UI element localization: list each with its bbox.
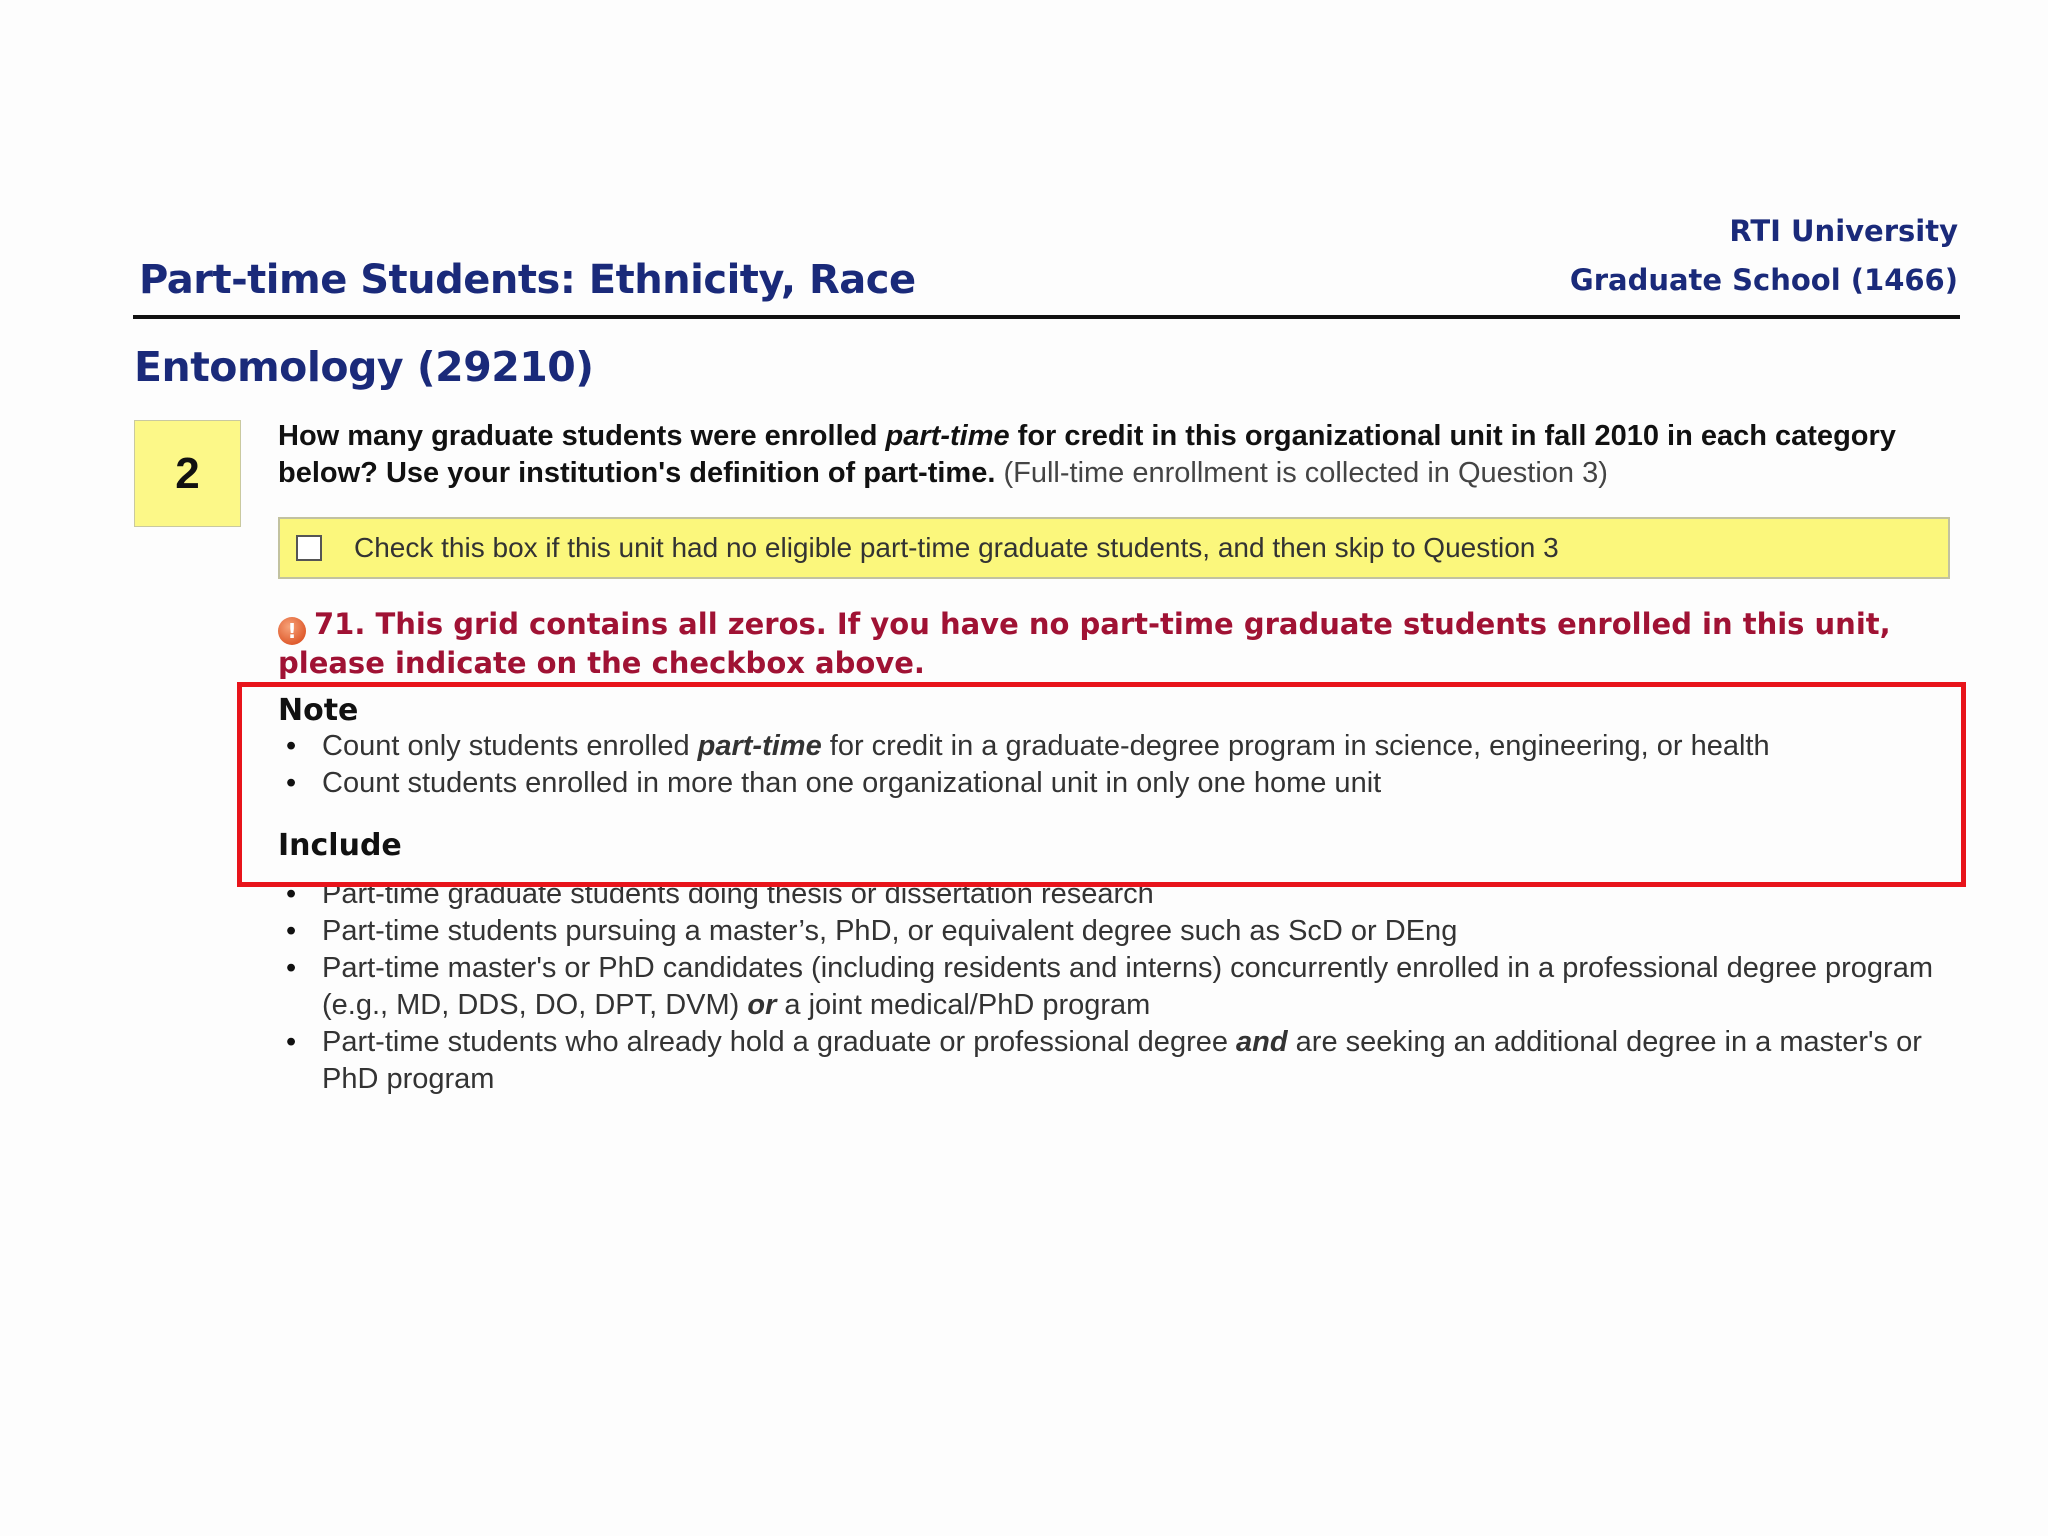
list-item bbox=[278, 1024, 1958, 1098]
list-item bbox=[278, 913, 1958, 950]
note-item-1-post: for credit in a graduate-degree program in science, engineering, or health bbox=[821, 730, 1770, 762]
include-list-container bbox=[278, 876, 1958, 1098]
note-list bbox=[278, 728, 1958, 802]
list-item bbox=[278, 876, 1958, 913]
question-number-badge: 2 bbox=[134, 420, 241, 527]
error-icon: ! bbox=[278, 617, 306, 645]
error-text: 71. This grid contains all zeros. If you have no part-time graduate students enrolled in this unit, please indicate on the checkbox above. bbox=[278, 607, 1891, 680]
include-item-4-pre: Part-time students who already hold a graduate or professional degree bbox=[322, 1026, 1237, 1058]
question-bold-2: for credit in this organizational unit in fall 2010 in each category below? Use your institution's definition of part-time. bbox=[278, 420, 1896, 489]
include-section bbox=[278, 828, 1958, 863]
note-heading: Note bbox=[278, 693, 359, 728]
question-emphasis: part-time bbox=[885, 420, 1010, 452]
skip-checkbox-row[interactable] bbox=[278, 517, 1950, 579]
school-name: Graduate School (1466) bbox=[1569, 263, 1958, 297]
error-message bbox=[278, 606, 1958, 682]
include-item-4-emphasis: and bbox=[1236, 1026, 1288, 1058]
include-item-3-post: a joint medical/PhD program bbox=[776, 989, 1151, 1021]
institution-name: RTI University bbox=[1729, 214, 1958, 248]
note-item-1-emphasis: part-time bbox=[697, 730, 822, 762]
skip-checkbox[interactable] bbox=[296, 535, 322, 561]
include-item-1: Part-time graduate students doing thesis or dissertation research bbox=[322, 878, 1154, 910]
page-title: Part-time Students: Ethnicity, Race bbox=[139, 257, 916, 303]
question-text bbox=[278, 418, 1958, 492]
include-list bbox=[278, 876, 1958, 1098]
include-item-2: Part-time students pursuing a master’s, PhD, or equivalent degree such as ScD or DEng bbox=[322, 915, 1458, 947]
note-section bbox=[278, 693, 1958, 802]
include-item-4-post: are seeking an additional degree in a master's or PhD program bbox=[322, 1026, 1922, 1095]
note-item-1-pre: Count only students enrolled bbox=[322, 730, 698, 762]
note-item-2: Count students enrolled in more than one organizational unit in only one home unit bbox=[322, 767, 1382, 799]
include-heading: Include bbox=[278, 828, 402, 863]
question-note: (Full-time enrollment is collected in Question 3) bbox=[995, 457, 1608, 489]
page-header bbox=[133, 215, 1960, 319]
question-bold-1: How many graduate students were enrolled bbox=[278, 420, 886, 452]
skip-checkbox-label: Check this box if this unit had no eligible part-time graduate students, and then skip to Question 3 bbox=[354, 532, 1559, 563]
institution-info bbox=[1570, 207, 1958, 305]
list-item bbox=[278, 950, 1958, 1024]
unit-title: Entomology (29210) bbox=[134, 343, 594, 391]
list-item bbox=[278, 765, 1958, 802]
include-item-3-pre: Part-time master's or PhD candidates (including residents and interns) concurrently enrolled in a professional degree program (e.g., MD, DDS, DO, DPT, DVM) bbox=[322, 952, 1934, 1021]
list-item bbox=[278, 728, 1958, 765]
include-item-3-emphasis: or bbox=[747, 989, 777, 1021]
